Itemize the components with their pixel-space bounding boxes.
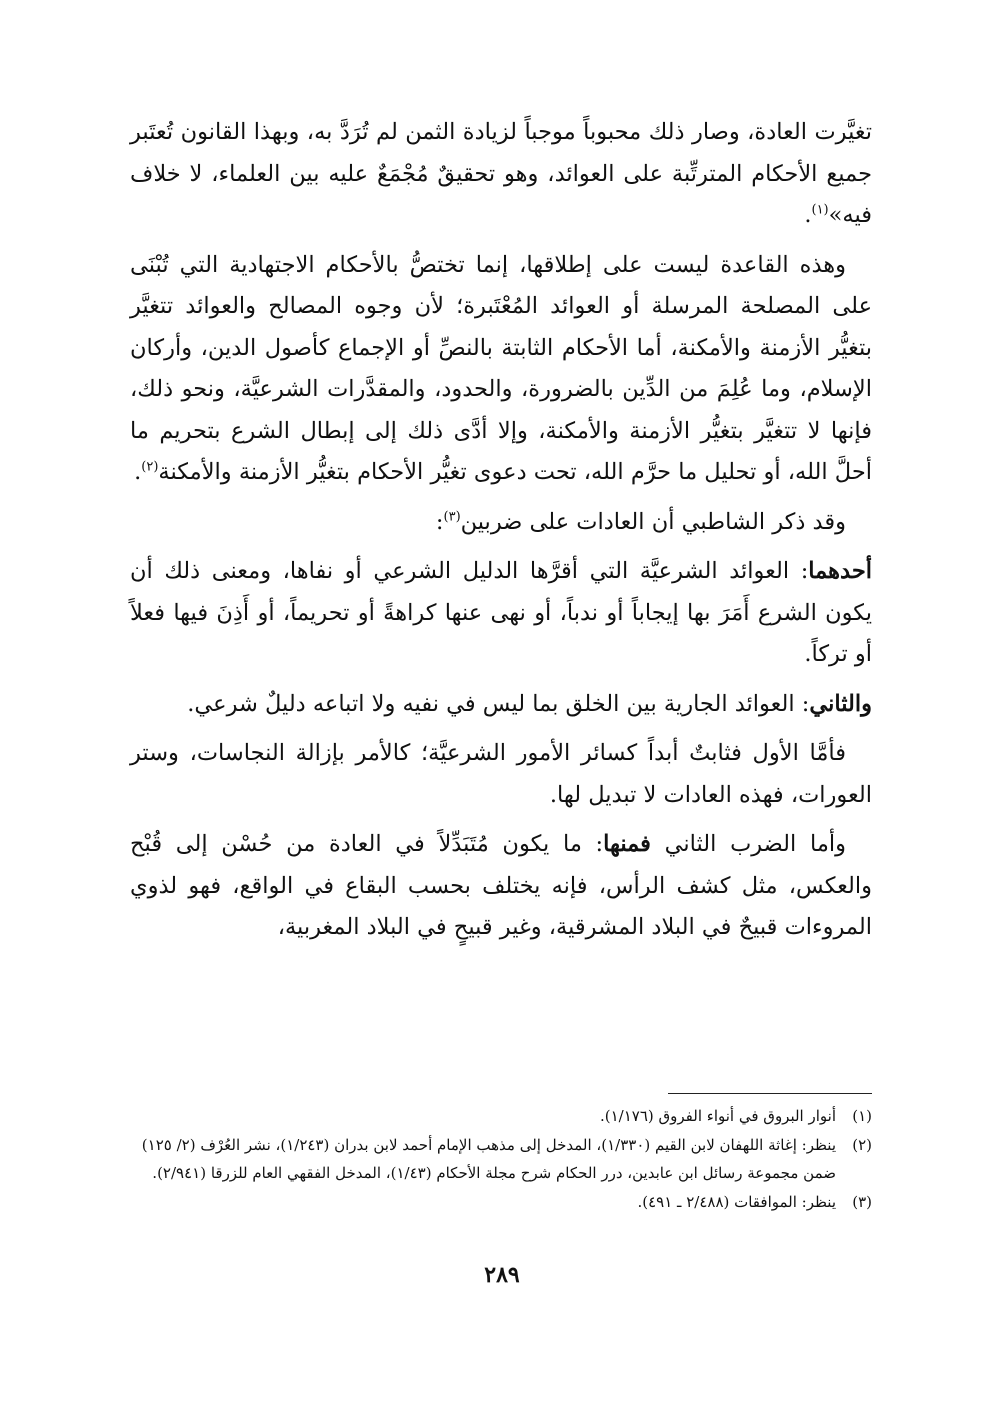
page-number: ٢٨٩: [484, 1262, 520, 1288]
paragraph-6: [130, 733, 872, 816]
footnote-ref-1[interactable]: (١): [811, 202, 829, 218]
paragraph-7: [130, 824, 872, 949]
footnote-number: (٣): [852, 1192, 872, 1211]
paragraph-7-text: : ما يكون مُتَبَدِّلاً في العادة من حُسْن إلى قُبْح والعكس، مثل كشف الرأس، فإنه يختلف بحسب البقاع في الواقع، فهو لذوي المروءات قبيحٌ في البلاد المشرقية، وغير قبيحٍ في البلاد المغربية،: [130, 831, 872, 940]
footnote-2: [130, 1131, 872, 1188]
paragraph-4-text: : العوائد الشرعيَّة التي أقرَّها الدليل الشرعي أو نفاها، ومعنى ذلك أن يكون الشرع أَمَرَ بها إيجاباً أو ندباً، أو نهى عنها كراهةً أو تحريماً، أو أَذِنَ فيها فعلاً أو تركاً.: [130, 558, 872, 667]
footnote-number: (٢): [852, 1135, 872, 1154]
paragraph-7-before: وأما الضرب الثاني: [650, 831, 846, 857]
main-text: [130, 112, 872, 957]
footnote-text: ينظر: الموافقات (٢/٤٨٨ ـ ٤٩١).: [637, 1192, 836, 1211]
paragraph-1-tail: .: [804, 202, 812, 228]
paragraph-2-tail: .: [134, 459, 142, 485]
footnote-ref-3[interactable]: (٣): [443, 509, 461, 524]
paragraph-3: [130, 502, 872, 544]
footnote-divider: [668, 1093, 872, 1094]
footnote-number: (١): [852, 1107, 872, 1125]
paragraph-2: [130, 245, 872, 494]
paragraph-6-text: فأمَّا الأول فثابتٌ أبداً كسائر الأمور الشرعيَّة؛ كالأمر بإزالة النجاسات، وستر العورات، فهذه العادات لا تبديل لها.: [130, 740, 872, 808]
paragraph-3-text: وقد ذكر الشاطبي أن العادات على ضربين: [460, 508, 846, 535]
paragraph-7-label: فمنها: [603, 831, 651, 857]
paragraph-5-text: : العوائد الجارية بين الخلق بما ليس في نفيه ولا اتباعه دليلٌ شرعي.: [187, 690, 810, 717]
paragraph-1: [130, 112, 872, 237]
paragraph-5: [130, 684, 872, 726]
footnotes: [130, 1102, 872, 1216]
paragraph-2-text: وهذه القاعدة ليست على إطلاقها، إنما تختصُّ بالأحكام الاجتهادية التي تُبْنَى على المصلحة المرسلة أو العوائد المُعْتَبرة؛ لأن وجوه المصالح والعوائد تتغيَّر بتغيُّر الأزمنة والأمكنة، أما الأحكام الثابتة بالنصِّ أو الإجماع كأصول الدين، وأركان الإسلام، وما عُلِمَ من الدِّين بالضرورة، والحدود، والمقدَّرات الشرعيَّة، ونحو ذلك، فإنها لا تتغيَّر بتغيُّر الأزمنة والأمكنة، وإلا أدَّى ذلك إلى إبطال الشرع بتحريم ما أحلَّ الله، أو تحليل ما حرَّم الله، تحت دعوى تغيُّر الأحكام بتغيُّر الأزمنة والأمكنة: [130, 251, 872, 485]
footnote-text: ينظر: إغاثة اللهفان لابن القيم (١/٣٣٠)، المدخل إلى مذهب الإمام أحمد لابن بدران (١/٢٤٣)، نشر العُرْف (٢/ ١٢٥) ضمن مجموعة رسائل ابن عابدين، درر الحكام شرح مجلة الأحكام (١/٤٣)، المدخل الفقهي العام للزرقا (٢/٩٤١).: [141, 1135, 836, 1182]
paragraph-1-text: تغيَّرت العادة، وصار ذلك محبوباً موجباً لزيادة الثمن لم تُرَدَّ به، وبهذا القانون تُعتَبر جميع الأحكام المترتِّبة على العوائد، وهو تحقيقٌ مُجْمَعٌ عليه بين العلماء، لا خلاف فيه»: [130, 119, 872, 228]
paragraph-4: [130, 551, 872, 676]
paragraph-3-tail: :: [435, 508, 444, 535]
footnote-text: أنوار البروق في أنواء الفروق (١/١٧٦).: [600, 1107, 836, 1125]
footnote-3: [130, 1188, 872, 1217]
footnote-ref-2[interactable]: (٢): [141, 459, 159, 475]
first-type-label: أحدهما: [808, 558, 872, 584]
footnote-1: [130, 1102, 872, 1131]
second-type-label: والثاني: [809, 690, 872, 717]
